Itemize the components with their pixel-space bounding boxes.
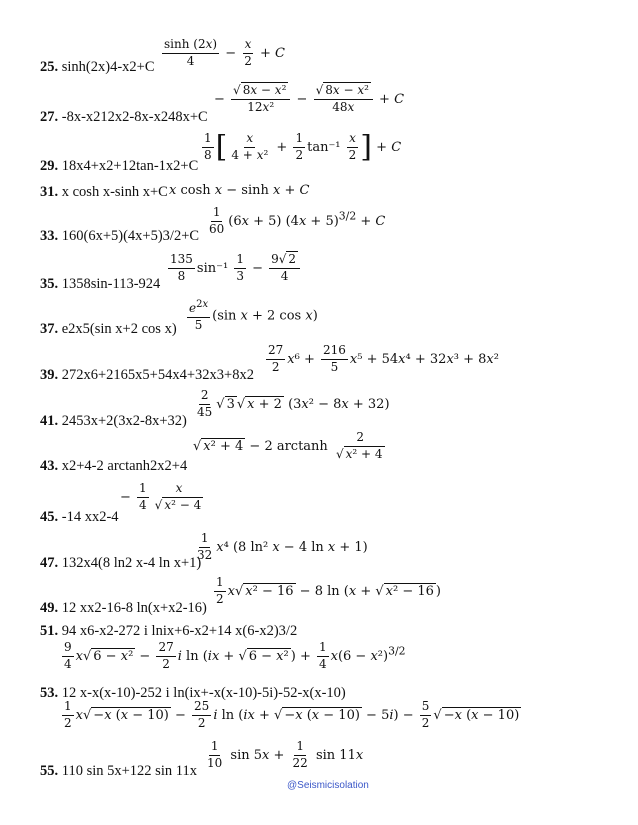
answer-text: 110 sin 5x+122 sin 11x [61, 763, 197, 779]
math-43: √ x² + 4 − 2 arctanh $\frac{2}{\text{√ x² + 4}}$ [193, 430, 383, 461]
answer-number: 37. [40, 321, 59, 337]
math-31: x cosh x − sinh x + C [169, 183, 310, 198]
answer-25 [40, 60, 155, 75]
answer-text: -8x-x212x2-8x-x248x+C [61, 109, 208, 125]
answer-55 [40, 764, 197, 779]
answer-number: 47. [40, 555, 59, 571]
math-51: $\frac{9}{4}$ x√ 6 − x² − $\frac{27}{2}$ i ln (ix + √ 6 − x² ) + $\frac{1}{4}$ $x(6 - x^2)^{3/2}$ [64, 640, 406, 671]
answer-text: 1358sin-113-924 [61, 276, 161, 292]
answer-number: 29. [40, 158, 59, 174]
math-45: − $\frac{1}{4}$ $\frac{x}{\text{√ x² − 4}}$ [120, 481, 202, 512]
answer-35 [40, 277, 160, 292]
math-53: $\frac{1}{2}$ x√ −x (x − 10) − $\frac{25}{2}$ i ln (ix + √ −x (x − 10) − 5i) − $\frac{5}{2}$ √ −x (x − 10) [64, 699, 520, 730]
answer-31 [40, 185, 168, 200]
answer-39 [40, 368, 254, 383]
answer-text: 132x4(8 ln2 x-4 ln x+1) [61, 555, 202, 571]
answer-29 [40, 159, 198, 174]
math-55: $\frac{1}{10}$ sin 5x + $\frac{1}{22}$ sin 11x [207, 739, 364, 770]
math-37: $\frac{e^{2x}}{5}$ (sin x + 2 cos x) [189, 299, 318, 332]
answer-number: 41. [40, 413, 59, 429]
answer-37 [40, 322, 177, 337]
answer-text: 272x6+2165x5+54x4+32x3+8x2 [61, 367, 254, 383]
answer-text: x cosh x-sinh x+C [61, 184, 168, 200]
answer-text: x2+4-2 arctanh2x2+4 [61, 458, 188, 474]
answer-text: sinh(2x)4-x2+C [61, 59, 155, 75]
answer-41 [40, 414, 187, 429]
answer-27 [40, 110, 208, 125]
answer-45 [40, 510, 119, 525]
answer-text: e2x5(sin x+2 cos x) [61, 321, 177, 337]
math-35: $\frac{135}{8}$ sin⁻¹ $\frac{1}{3}$ − $\frac{9√ 2}{4}$ [166, 253, 302, 284]
answer-43 [40, 459, 187, 474]
answer-33 [40, 229, 199, 244]
math-41: $\frac{2}{45}$ √ 3 √ x + 2 (3x² − 8x + 32) [197, 388, 390, 419]
answer-text: -14 xx2-4 [61, 509, 119, 525]
answer-number: 39. [40, 367, 59, 383]
math-27: − $\frac{\text{√ 8x − x²}}{\text{12x²}}$ − $\frac{\text{√ 8x − x²}}{48x}$ + C [214, 83, 405, 114]
answer-number: 33. [40, 228, 59, 244]
answer-51 [40, 624, 297, 639]
answer-text: 94 x6-x2-272 i lnix+6-x2+14 x(6-x2)3/2 [61, 623, 298, 639]
answer-text: 2453x+2(3x2-8x+32) [61, 413, 187, 429]
answer-number: 51. [40, 623, 59, 639]
answer-text: 160(6x+5)(4x+5)3/2+C [61, 228, 200, 244]
answer-number: 27. [40, 109, 59, 125]
answer-53 [40, 686, 346, 701]
answer-number: 53. [40, 685, 59, 701]
math-49: $\frac{1}{2}$ x√ x² − 16 − 8 ln (x + √ x² − 16 ) [216, 575, 441, 606]
answer-text: 12 x-x(x-10)-252 i ln(ix+-x(x-10)-5i)-52-x(x-10) [61, 685, 346, 701]
math-39: $\frac{27}{2}$ x⁶ + $\frac{216}{5}$ x⁵ + 54x⁴ + 32x³ + 8x² [268, 343, 499, 374]
math-47: $\frac{1}{32}$ x⁴ (8 ln² x − 4 ln x + 1) [197, 531, 368, 562]
math-33: $\frac{1}{60}$ (6x + 5) $(4x + 5)^{3/2} + C$ [209, 205, 386, 236]
answer-49 [40, 601, 207, 616]
watermark: @Seismicisolation [287, 780, 369, 791]
answer-number: 55. [40, 763, 59, 779]
answer-number: 43. [40, 458, 59, 474]
answer-text: 12 xx2-16-8 ln(x+x2-16) [61, 600, 207, 616]
answer-number: 31. [40, 184, 59, 200]
math-25: $\frac{\sinh (2x)}{4}$ − $\frac{x}{2}$ + C [164, 37, 285, 68]
answer-number: 45. [40, 509, 59, 525]
answer-number: 49. [40, 600, 59, 616]
answer-text: 18x4+x2+12tan-1x2+C [61, 158, 199, 174]
math-29: $\frac{1}{8}$ [ $\frac{x}{\text{4 + x²}}$ + $\frac{1}{2}$ tan⁻¹ $\frac{x}{2}$ ] + C [204, 129, 402, 165]
answer-47 [40, 556, 201, 571]
answer-number: 35. [40, 276, 59, 292]
answer-number: 25. [40, 59, 59, 75]
